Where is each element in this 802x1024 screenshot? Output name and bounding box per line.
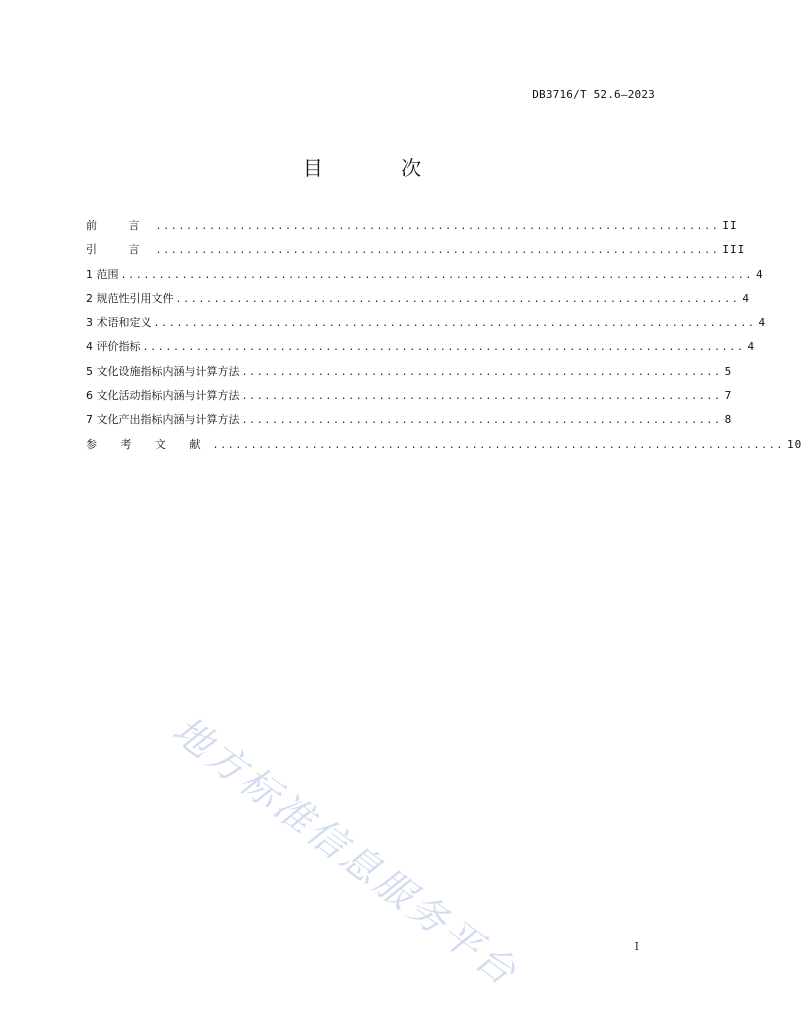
- toc-dot-leader: ...............................................................: [241, 366, 722, 378]
- toc-page-number: II: [722, 219, 738, 232]
- toc-entry-label: 1 范围: [86, 267, 119, 281]
- toc-entry-evaluation-indicators[interactable]: [86, 339, 756, 363]
- toc-entry-cultural-activities[interactable]: [86, 388, 733, 412]
- toc-entry-introduction[interactable]: [86, 242, 746, 266]
- toc-entry-cultural-facilities[interactable]: [86, 364, 733, 388]
- document-code: DB3716/T 52.6—2023: [532, 88, 655, 101]
- toc-dot-leader: ...........................................................................: [212, 439, 785, 451]
- toc-dot-leader: ...............................................................: [241, 391, 722, 403]
- toc-entry-label: 6 文化活动指标内涵与计算方法: [86, 389, 240, 403]
- toc-page-number: 5: [724, 364, 733, 378]
- toc-entry-label: 参 考 文 献: [86, 437, 211, 451]
- toc-page-number: 4: [742, 291, 751, 305]
- toc-entry-label: 3 术语和定义: [86, 316, 152, 330]
- toc-entry-foreword[interactable]: [86, 218, 738, 242]
- page-title: 目 次: [302, 156, 458, 180]
- toc-dot-leader: ...............................................................: [241, 415, 722, 427]
- toc-dot-leader: ...............................................................................: [153, 318, 756, 330]
- toc-entry-label: 2 规范性引用文件: [86, 291, 174, 305]
- toc-entry-normative-references[interactable]: [86, 291, 751, 315]
- toc-entry-label: 7 文化产出指标内涵与计算方法: [86, 413, 240, 427]
- toc-dot-leader: ..........................................................................: [155, 221, 720, 232]
- toc-dot-leader: ..........................................................................: [175, 293, 740, 305]
- page-number: I: [634, 940, 639, 953]
- toc-entry-label: 4 评价指标: [86, 340, 141, 354]
- toc-page-number: 4: [747, 340, 756, 354]
- toc-entry-terms-definitions[interactable]: [86, 315, 767, 339]
- toc-entry-label: 5 文化设施指标内涵与计算方法: [86, 364, 240, 378]
- toc-page-number: 10: [787, 437, 802, 451]
- toc-page-number: 4: [756, 267, 764, 281]
- watermark: 地方标准信息服务平台: [164, 707, 527, 996]
- toc-entry-cultural-output[interactable]: [86, 412, 733, 436]
- toc-page-number: 8: [724, 413, 733, 427]
- toc-entry-label: 前 言: [86, 219, 154, 232]
- toc-dot-leader: ..........................................................................: [155, 245, 720, 257]
- toc-entry-bibliography[interactable]: [86, 437, 802, 461]
- toc-entry-scope[interactable]: [86, 267, 764, 291]
- toc-page-number: 7: [724, 389, 733, 403]
- table-of-contents: [86, 218, 802, 461]
- toc-dot-leader: ...................................................................................: [120, 269, 754, 281]
- toc-page-number: 4: [758, 316, 767, 330]
- toc-entry-label: 引 言: [86, 243, 154, 257]
- toc-page-number: III: [722, 243, 746, 257]
- toc-dot-leader: ...............................................................................: [142, 342, 745, 354]
